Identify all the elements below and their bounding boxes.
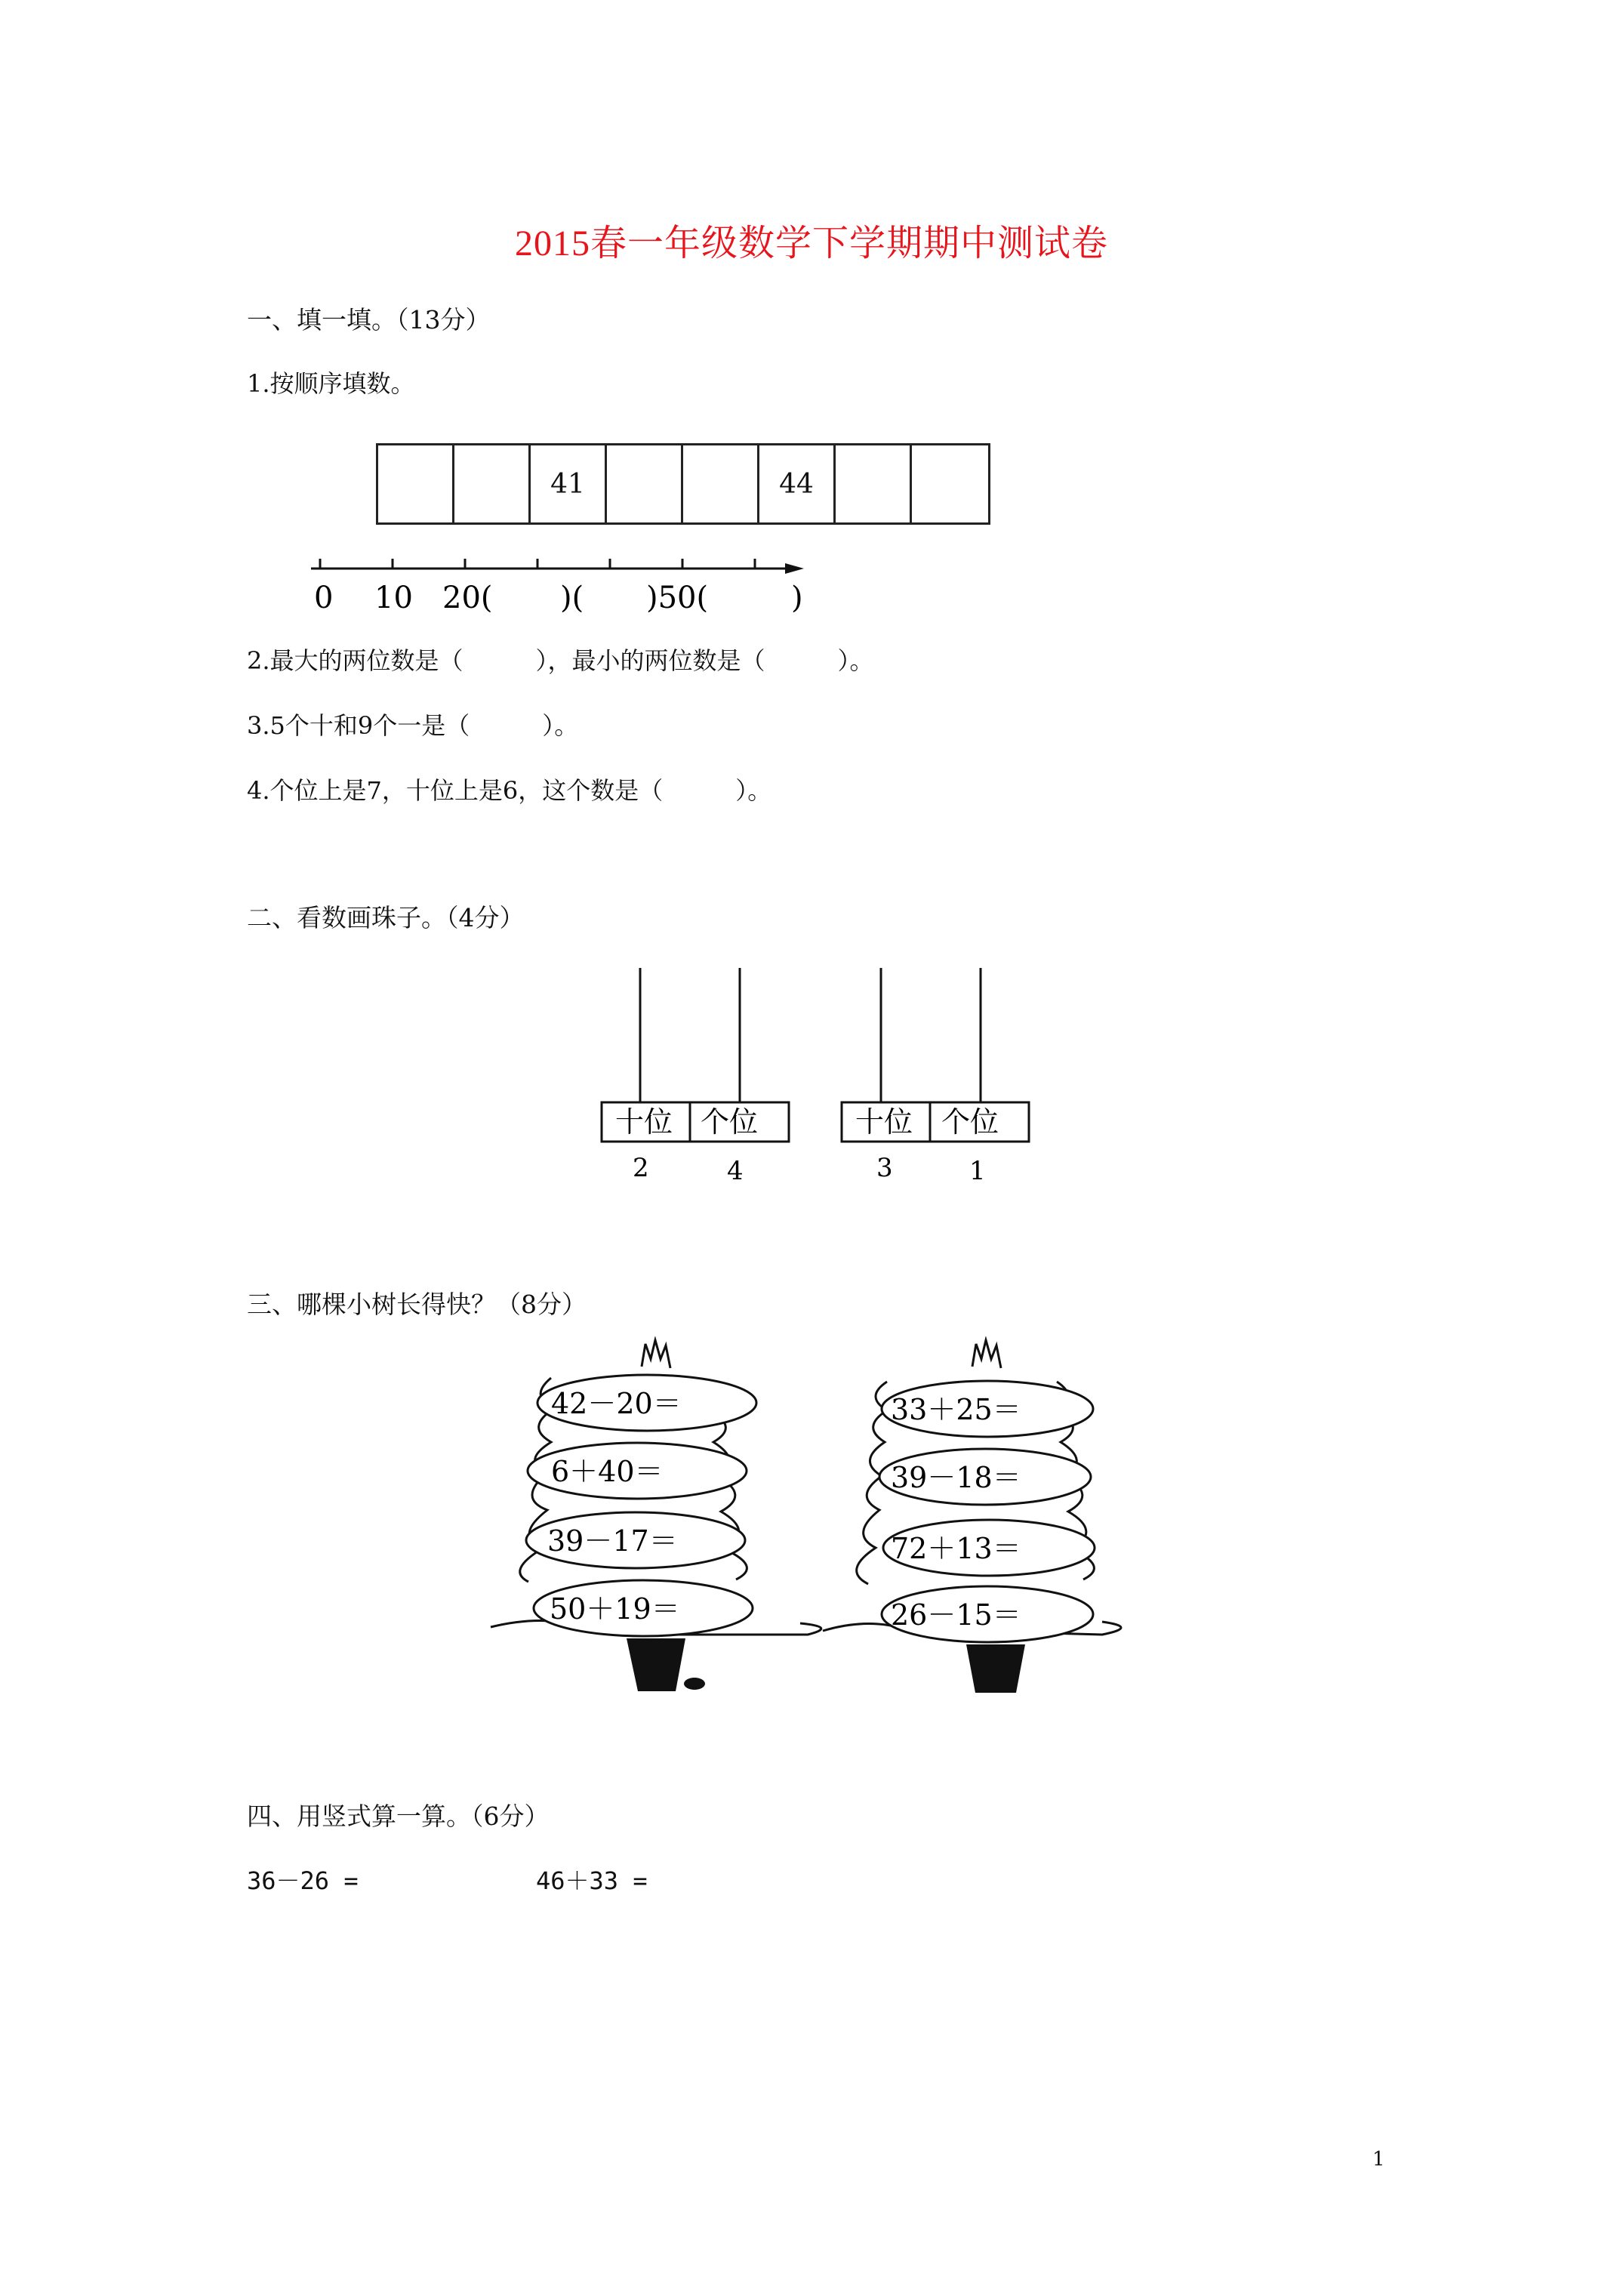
equation: 26－15＝ bbox=[891, 1598, 1021, 1632]
equation: 6＋40＝ bbox=[551, 1455, 664, 1488]
number-line-label: 10 bbox=[374, 581, 413, 615]
number-line-label: )( bbox=[560, 581, 584, 615]
question-4: 4.个位上是7，十位上是6，这个数是（ ）。 bbox=[247, 776, 772, 805]
question-2: 2.最大的两位数是（ ），最小的两位数是（ ）。 bbox=[247, 646, 874, 675]
equation: 42－20＝ bbox=[551, 1387, 682, 1420]
equation: 50＋19＝ bbox=[550, 1592, 680, 1626]
sequence-box[interactable] bbox=[454, 445, 531, 522]
number-line-label: ) bbox=[791, 581, 803, 615]
sequence-box[interactable] bbox=[607, 445, 683, 522]
sequence-box: 44 bbox=[759, 445, 836, 522]
sequence-box[interactable] bbox=[912, 445, 988, 522]
sequence-boxes bbox=[376, 443, 990, 525]
ones-place-label: 个位 bbox=[941, 1105, 999, 1139]
page-number: 1 bbox=[1372, 2148, 1385, 2171]
vertical-calc-problem: 36－26 = bbox=[247, 1866, 359, 1895]
sequence-box[interactable] bbox=[378, 445, 454, 522]
number-line-label: 20( bbox=[442, 581, 493, 615]
page-title: 2015春一年级数学下学期期中测试卷 bbox=[514, 223, 1108, 264]
number-line-label: 0 bbox=[314, 581, 334, 615]
equation: 72＋13＝ bbox=[891, 1532, 1021, 1565]
ones-digit: 1 bbox=[969, 1156, 986, 1186]
abacus-2 bbox=[842, 968, 1029, 1186]
number-line bbox=[302, 547, 830, 623]
question-1-prompt: 1.按顺序填数。 bbox=[247, 369, 415, 398]
tree-1 bbox=[491, 1340, 821, 1691]
ones-place-label: 个位 bbox=[701, 1105, 759, 1139]
section-1-heading: 一、填一填。（13分） bbox=[247, 305, 491, 334]
sequence-box: 41 bbox=[531, 445, 607, 522]
tens-place-label: 十位 bbox=[855, 1105, 913, 1139]
tree-diagrams bbox=[483, 1336, 1147, 1714]
number-line-label: )50( bbox=[646, 581, 709, 615]
section-4-heading: 四、用竖式算一算。（6分） bbox=[247, 1801, 550, 1831]
section-3-heading: 三、哪棵小树长得快？（8分） bbox=[247, 1290, 587, 1319]
equation: 33＋25＝ bbox=[891, 1393, 1021, 1426]
equation: 39－17＝ bbox=[547, 1524, 678, 1558]
equation: 39－18＝ bbox=[891, 1461, 1021, 1494]
abacus-1 bbox=[602, 968, 789, 1186]
vertical-calc-problem: 46＋33 = bbox=[536, 1866, 648, 1895]
sequence-box[interactable] bbox=[683, 445, 759, 522]
tree-2 bbox=[823, 1340, 1121, 1693]
tens-digit: 2 bbox=[633, 1153, 649, 1183]
abacus-diagrams bbox=[589, 966, 1057, 1193]
section-2-heading: 二、看数画珠子。（4分） bbox=[247, 903, 525, 932]
question-3: 3.5个十和9个一是（ ）。 bbox=[247, 711, 579, 740]
tens-digit: 3 bbox=[876, 1153, 893, 1183]
tens-place-label: 十位 bbox=[615, 1105, 673, 1139]
sequence-box[interactable] bbox=[836, 445, 912, 522]
ones-digit: 4 bbox=[727, 1156, 744, 1186]
